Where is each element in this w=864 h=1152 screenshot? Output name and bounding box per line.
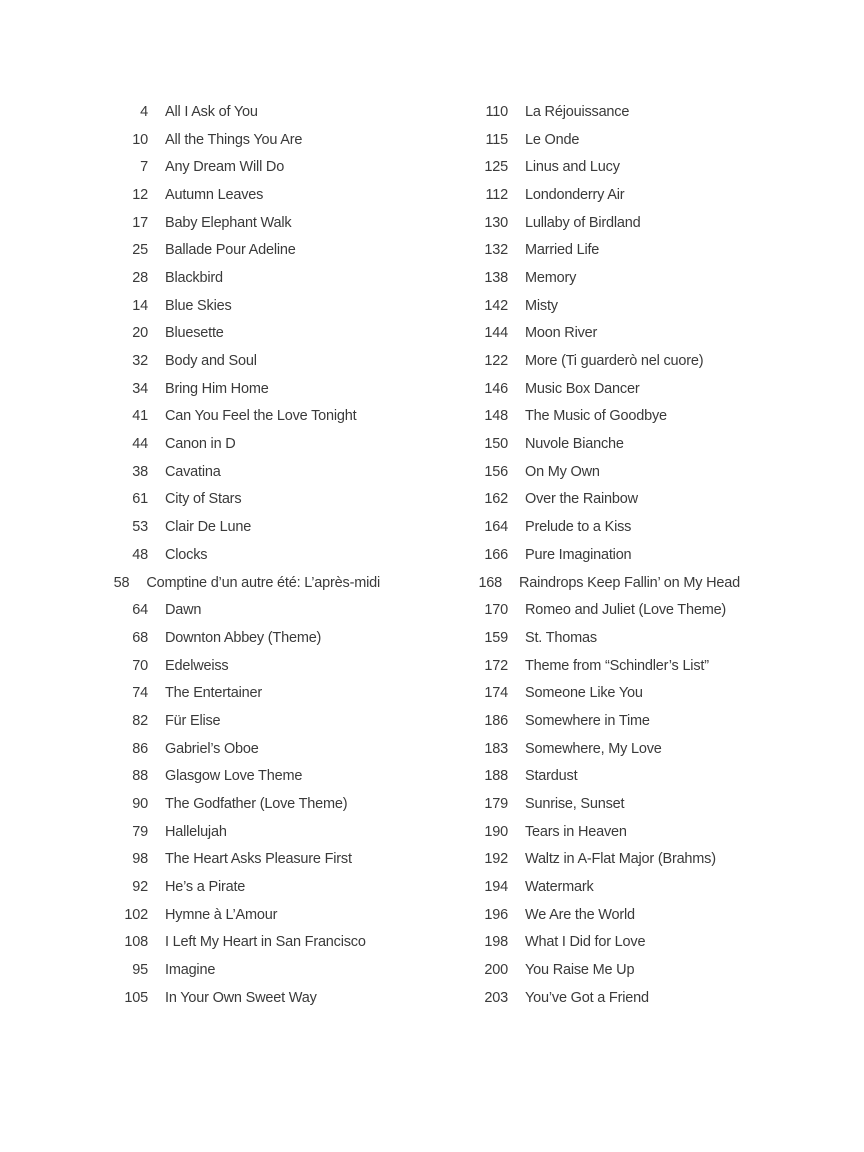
toc-song-title: Nuvole Bianche xyxy=(525,436,624,453)
toc-entry xyxy=(0,873,380,901)
toc-page-number: 10 xyxy=(132,131,148,148)
toc-entry xyxy=(0,209,380,237)
toc-song-title: Glasgow Love Theme xyxy=(165,768,303,785)
toc-song-title: Hallelujah xyxy=(165,823,227,840)
toc-entry xyxy=(360,347,740,375)
toc-song-title: Autumn Leaves xyxy=(165,186,264,203)
toc-entry xyxy=(360,624,740,652)
toc-entry xyxy=(0,486,380,514)
toc-song-title: St. Thomas xyxy=(525,629,597,646)
toc-song-title: Prelude to a Kiss xyxy=(525,519,632,536)
toc-page-number: 20 xyxy=(132,325,148,342)
toc-song-title: We Are the World xyxy=(525,906,635,923)
toc-page-number: 198 xyxy=(484,934,508,951)
toc-page-number: 200 xyxy=(484,962,508,979)
toc-song-title: Dawn xyxy=(165,602,202,619)
toc-page-number: 132 xyxy=(484,242,508,259)
toc-page-number: 159 xyxy=(484,629,508,646)
toc-page-number: 70 xyxy=(132,657,148,674)
toc-entry xyxy=(0,181,380,209)
toc-entry xyxy=(0,790,380,818)
toc-page-number: 203 xyxy=(484,989,508,1006)
toc-song-title: In Your Own Sweet Way xyxy=(165,989,317,1006)
toc-song-title: On My Own xyxy=(525,463,600,480)
toc-page-number: 115 xyxy=(485,131,508,148)
toc-song-title: Somewhere, My Love xyxy=(525,740,662,757)
toc-song-title: Can You Feel the Love Tonight xyxy=(165,408,357,425)
toc-entry xyxy=(0,375,380,403)
toc-entry xyxy=(360,486,740,514)
toc-page-number: 168 xyxy=(478,574,503,591)
toc-entry xyxy=(0,818,380,846)
toc-song-title: I Left My Heart in San Francisco xyxy=(165,934,366,951)
toc-song-title: The Heart Asks Pleasure First xyxy=(165,851,352,868)
toc-entry xyxy=(0,929,380,957)
toc-page-number: 192 xyxy=(484,851,508,868)
toc-song-title: Stardust xyxy=(525,768,578,785)
toc-entry xyxy=(0,901,380,929)
toc-song-title: Downton Abbey (Theme) xyxy=(165,629,322,646)
toc-song-title: You’ve Got a Friend xyxy=(525,989,649,1006)
toc-song-title: Someone Like You xyxy=(525,685,643,702)
toc-entry xyxy=(0,153,380,181)
toc-entry xyxy=(360,707,740,735)
toc-song-title: Le Onde xyxy=(525,131,580,148)
toc-entry xyxy=(360,984,740,1012)
toc-page-number: 79 xyxy=(132,823,148,840)
toc-song-title: The Music of Goodbye xyxy=(525,408,667,425)
toc-entry xyxy=(360,763,740,791)
toc-song-title: Body and Soul xyxy=(165,353,257,370)
toc-song-title: Memory xyxy=(525,269,577,286)
toc-page-number: 61 xyxy=(132,491,148,508)
toc-page-number: 166 xyxy=(484,546,508,563)
toc-entry xyxy=(0,956,380,984)
toc-page-number: 112 xyxy=(485,186,508,203)
toc-entry xyxy=(0,541,380,569)
toc-song-title: Ballade Pour Adeline xyxy=(165,242,296,259)
toc-song-title: Tears in Heaven xyxy=(525,823,627,840)
toc-song-title: Lullaby of Birdland xyxy=(525,214,641,231)
toc-page-number: 98 xyxy=(132,851,148,868)
toc-page-number: 48 xyxy=(132,546,148,563)
toc-page-number: 28 xyxy=(132,269,148,286)
toc-column-left xyxy=(0,98,380,1012)
toc-entry xyxy=(360,929,740,957)
toc-entry xyxy=(0,735,380,763)
toc-page-number: 12 xyxy=(132,186,148,203)
toc-page-number: 86 xyxy=(132,740,148,757)
toc-page-number: 68 xyxy=(132,629,148,646)
toc-entry xyxy=(360,458,740,486)
toc-song-title: Blackbird xyxy=(165,269,223,286)
toc-page-number: 179 xyxy=(484,796,508,813)
toc-entry xyxy=(360,153,740,181)
toc-page-number: 38 xyxy=(132,463,148,480)
toc-entry xyxy=(0,763,380,791)
toc-entry xyxy=(0,403,380,431)
toc-page-number: 108 xyxy=(124,934,148,951)
toc-entry xyxy=(360,846,740,874)
toc-page-number: 90 xyxy=(132,796,148,813)
toc-song-title: Bring Him Home xyxy=(165,380,269,397)
toc-page-number: 164 xyxy=(484,519,508,536)
toc-song-title: Blue Skies xyxy=(165,297,232,314)
toc-entry xyxy=(360,679,740,707)
toc-page-number: 41 xyxy=(132,408,148,425)
toc-song-title: Sunrise, Sunset xyxy=(525,796,625,813)
toc-song-title: He’s a Pirate xyxy=(165,879,246,896)
toc-page-number: 25 xyxy=(132,242,148,259)
toc-song-title: Gabriel’s Oboe xyxy=(165,740,259,757)
toc-page-number: 34 xyxy=(132,380,148,397)
toc-page-number: 138 xyxy=(484,269,508,286)
toc-entry xyxy=(0,292,380,320)
toc-page-number: 14 xyxy=(132,297,148,314)
toc-entry xyxy=(360,403,740,431)
toc-entry xyxy=(0,320,380,348)
toc-page-number: 74 xyxy=(132,685,148,702)
toc-song-title: Cavatina xyxy=(165,463,221,480)
toc-page-number: 142 xyxy=(484,297,508,314)
toc-entry xyxy=(360,873,740,901)
toc-song-title: Edelweiss xyxy=(165,657,229,674)
toc-song-title: Pure Imagination xyxy=(525,546,632,563)
toc-song-title: Watermark xyxy=(525,879,594,896)
toc-entry xyxy=(0,846,380,874)
toc-page-number: 196 xyxy=(484,906,508,923)
toc-page-number: 122 xyxy=(484,353,508,370)
toc-entry xyxy=(360,735,740,763)
toc-entry xyxy=(0,652,380,680)
toc-page-number: 44 xyxy=(132,436,148,453)
toc-song-title: Somewhere in Time xyxy=(525,712,650,729)
toc-page-number: 190 xyxy=(484,823,508,840)
toc-song-title: Waltz in A-Flat Major (Brahms) xyxy=(525,851,716,868)
toc-page-number: 92 xyxy=(132,879,148,896)
toc-page-number: 88 xyxy=(132,768,148,785)
toc-page-number: 7 xyxy=(140,159,148,176)
toc-page-number: 17 xyxy=(132,214,148,231)
toc-entry xyxy=(0,98,380,126)
toc-page-number: 162 xyxy=(484,491,508,508)
toc-entry xyxy=(360,596,740,624)
toc-entry xyxy=(0,458,380,486)
toc-song-title: All the Things You Are xyxy=(165,131,303,148)
toc-song-title: Clair De Lune xyxy=(165,519,252,536)
toc-entry xyxy=(360,320,740,348)
toc-page-number: 194 xyxy=(484,879,508,896)
toc-entry xyxy=(360,513,740,541)
toc-song-title: Music Box Dancer xyxy=(525,380,640,397)
toc-song-title: Over the Rainbow xyxy=(525,491,638,508)
toc-page-number: 110 xyxy=(485,103,508,120)
toc-entry xyxy=(360,292,740,320)
toc-entry xyxy=(360,98,740,126)
toc-entry xyxy=(360,790,740,818)
toc-entry xyxy=(360,126,740,154)
toc-entry xyxy=(0,347,380,375)
toc-entry xyxy=(360,818,740,846)
toc-page-number: 125 xyxy=(484,159,508,176)
toc-song-title: The Godfather (Love Theme) xyxy=(165,796,348,813)
toc-entry xyxy=(360,430,740,458)
toc-entry xyxy=(0,430,380,458)
toc-page-number: 105 xyxy=(124,989,148,1006)
toc-page-number: 146 xyxy=(484,380,508,397)
toc-entry xyxy=(360,264,740,292)
toc-song-title: Bluesette xyxy=(165,325,224,342)
toc-page-number: 174 xyxy=(484,685,508,702)
toc-entry xyxy=(0,569,380,597)
toc-entry xyxy=(360,569,740,597)
toc-page-number: 144 xyxy=(484,325,508,342)
toc-entry xyxy=(0,707,380,735)
toc-song-title: City of Stars xyxy=(165,491,242,508)
toc-entry xyxy=(0,679,380,707)
toc-song-title: Misty xyxy=(525,297,558,314)
toc-page-number: 64 xyxy=(132,602,148,619)
toc-song-title: Comptine d’un autre été: L’après-midi xyxy=(146,574,380,591)
toc-entry xyxy=(0,264,380,292)
toc-song-title: Moon River xyxy=(525,325,598,342)
toc-entry xyxy=(360,541,740,569)
toc-song-title: Raindrops Keep Fallin’ on My Head xyxy=(519,574,740,591)
toc-song-title: All I Ask of You xyxy=(165,103,258,120)
toc-entry xyxy=(360,209,740,237)
toc-song-title: Linus and Lucy xyxy=(525,159,620,176)
toc-page-number: 32 xyxy=(132,353,148,370)
toc-entry xyxy=(360,901,740,929)
toc-column-right xyxy=(360,98,740,1012)
toc-entry xyxy=(0,624,380,652)
toc-song-title: Theme from “Schindler’s List” xyxy=(525,657,709,674)
toc-page-number: 53 xyxy=(132,519,148,536)
toc-page-number: 170 xyxy=(484,602,508,619)
toc-entry xyxy=(0,236,380,264)
toc-page-number: 4 xyxy=(140,103,148,120)
toc-page-number: 82 xyxy=(132,712,148,729)
toc-page-number: 186 xyxy=(484,712,508,729)
toc-song-title: Baby Elephant Walk xyxy=(165,214,292,231)
toc-entry xyxy=(360,652,740,680)
toc-song-title: More (Ti guarderò nel cuore) xyxy=(525,353,704,370)
toc-page-number: 150 xyxy=(484,436,508,453)
toc-page-number: 130 xyxy=(484,214,508,231)
toc-entry xyxy=(0,513,380,541)
toc-page-number: 156 xyxy=(484,463,508,480)
toc-page-number: 148 xyxy=(484,408,508,425)
toc-entry xyxy=(0,596,380,624)
toc-song-title: Any Dream Will Do xyxy=(165,159,285,176)
toc-song-title: Für Elise xyxy=(165,712,221,729)
toc-song-title: Married Life xyxy=(525,242,600,259)
toc-page-number: 183 xyxy=(484,740,508,757)
toc-song-title: Imagine xyxy=(165,962,216,979)
toc-page-number: 102 xyxy=(124,906,148,923)
toc-page-number: 172 xyxy=(484,657,508,674)
toc-song-title: Clocks xyxy=(165,546,208,563)
toc-song-title: Londonderry Air xyxy=(525,186,625,203)
toc-entry xyxy=(360,956,740,984)
toc-song-title: What I Did for Love xyxy=(525,934,646,951)
toc-page-number: 95 xyxy=(132,962,148,979)
toc-entry xyxy=(360,375,740,403)
toc-page-number: 58 xyxy=(113,574,130,591)
toc-entry xyxy=(0,126,380,154)
toc-page-number: 188 xyxy=(484,768,508,785)
toc-song-title: Hymne à L’Amour xyxy=(165,906,278,923)
toc-song-title: La Réjouissance xyxy=(525,103,630,120)
toc-song-title: Romeo and Juliet (Love Theme) xyxy=(525,602,727,619)
toc-entry xyxy=(360,181,740,209)
toc-song-title: Canon in D xyxy=(165,436,236,453)
toc-entry xyxy=(360,236,740,264)
toc-song-title: The Entertainer xyxy=(165,685,262,702)
toc-entry xyxy=(0,984,380,1012)
toc-song-title: You Raise Me Up xyxy=(525,962,635,979)
